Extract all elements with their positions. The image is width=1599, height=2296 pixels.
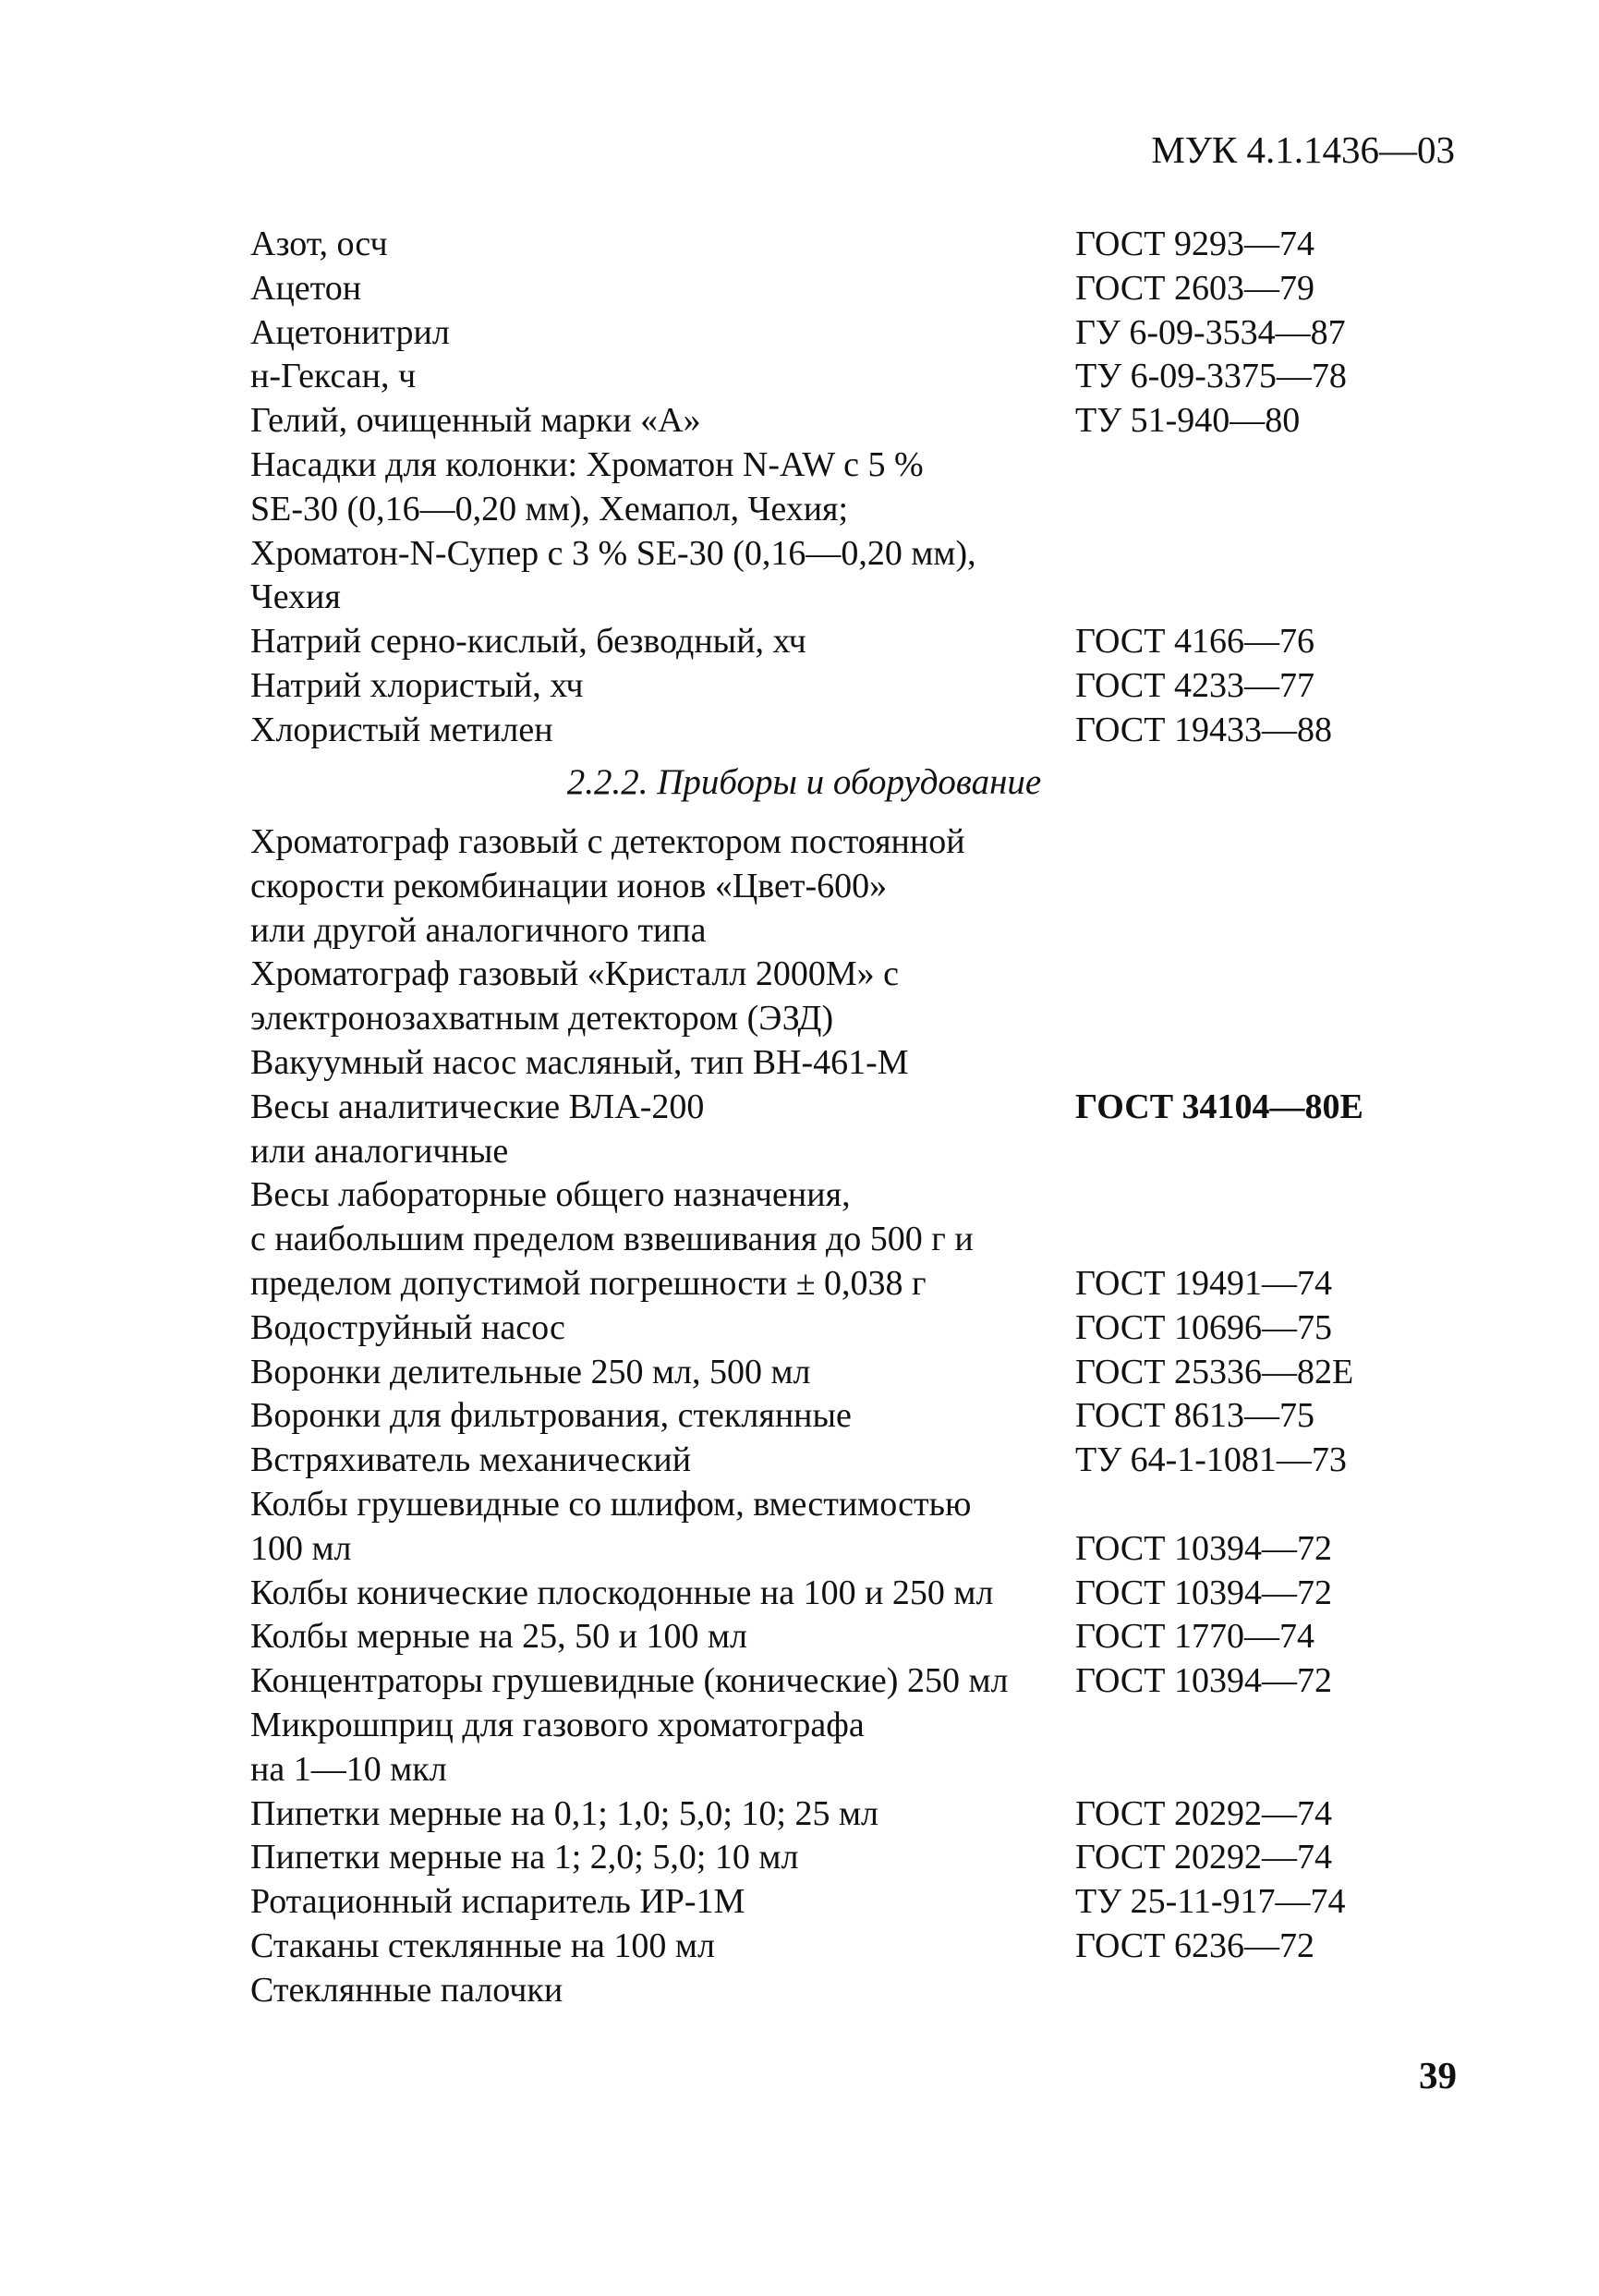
list-item <box>250 1130 1451 1174</box>
item-name: Концентраторы грушевидные (конические) 250 мл <box>250 1661 1009 1701</box>
list-item <box>250 1792 1451 1837</box>
item-standard: ГОСТ 4233—77 <box>1075 665 1314 705</box>
item-standard: ГОСТ 9293—74 <box>1075 225 1314 263</box>
item-standard: ГОСТ 4166—76 <box>1075 622 1314 662</box>
reagents-list <box>250 223 1451 753</box>
item-standard: ГОСТ 10394—72 <box>1075 1661 1332 1701</box>
item-standard: ГУ 6-09-3534—87 <box>1075 312 1346 352</box>
list-item <box>250 1527 1451 1572</box>
item-name: Воронки для фильтрования, стеклянные <box>250 1396 852 1436</box>
item-standard: ТУ 25-11-917—74 <box>1075 1882 1346 1922</box>
item-name: Вакуумный насос масляный, тип ВН-461-М <box>250 1042 909 1082</box>
item-standard: ГОСТ 10394—72 <box>1075 1528 1332 1568</box>
list-item <box>250 1173 1451 1218</box>
item-name: Стеклянные палочки <box>250 1970 563 2010</box>
item-name: Хроматограф газовый «Кристалл 2000М» с <box>250 954 900 994</box>
list-item <box>250 1351 1451 1395</box>
item-name: 100 мл <box>250 1528 352 1568</box>
list-item <box>250 1041 1451 1086</box>
item-name: Пипетки мерные на 1; 2,0; 5,0; 10 мл <box>250 1838 799 1877</box>
item-standard: ГОСТ 1770—74 <box>1075 1617 1314 1657</box>
list-item <box>250 1086 1451 1130</box>
item-standard: ГОСТ 25336—82Е <box>1075 1352 1354 1391</box>
list-item <box>250 223 1451 267</box>
item-name: скорости рекомбинации ионов «Цвет-600» <box>250 866 888 905</box>
list-item <box>250 1572 1451 1616</box>
list-item <box>250 311 1451 356</box>
list-item <box>250 664 1451 709</box>
list-item <box>250 953 1451 997</box>
list-item <box>250 1704 1451 1748</box>
item-name: Стаканы стеклянные на 100 мл <box>250 1925 715 1965</box>
list-item <box>250 1394 1451 1439</box>
item-standard: ГОСТ 10394—72 <box>1075 1573 1332 1612</box>
item-name: Натрий серно-кислый, безводный, хч <box>250 622 806 662</box>
item-name: пределом допустимой погрешности ± 0,038 г <box>250 1263 927 1303</box>
list-item <box>250 1836 1451 1880</box>
list-item <box>250 1262 1451 1306</box>
page-number: 39 <box>1419 2054 1457 2096</box>
item-standard: ГОСТ 19433—88 <box>1075 710 1332 749</box>
list-item <box>250 1306 1451 1351</box>
document-code: МУК 4.1.1436—03 <box>1151 128 1455 171</box>
item-name: Хроматограф газовый с детектором постоянной <box>250 822 965 861</box>
list-item <box>250 355 1451 399</box>
item-standard: ГОСТ 10696—75 <box>1075 1307 1332 1347</box>
item-standard: ГОСТ 6236—72 <box>1075 1925 1314 1965</box>
list-item <box>250 620 1451 664</box>
list-item <box>250 1925 1451 1969</box>
list-item <box>250 1880 1451 1925</box>
list-item <box>250 1615 1451 1659</box>
list-item <box>250 488 1451 532</box>
item-name: н-Гексан, ч <box>250 357 417 396</box>
item-name: Азот, осч <box>250 225 388 263</box>
list-item <box>250 1483 1451 1527</box>
item-name: Колбы грушевидные со шлифом, вместимостью <box>250 1484 972 1524</box>
item-name: Пипетки мерные на 0,1; 1,0; 5,0; 10; 25 мл <box>250 1793 878 1833</box>
item-name: Насадки для колонки: Хроматон N-AW с 5 % <box>250 444 924 484</box>
item-name: Весы лабораторные общего назначения, <box>250 1175 851 1215</box>
list-item <box>250 865 1451 909</box>
item-name: Ротационный испаритель ИР-1М <box>250 1882 745 1922</box>
item-name: или аналогичные <box>250 1131 509 1171</box>
item-name: Хлористый метилен <box>250 710 553 749</box>
list-item <box>250 399 1451 443</box>
item-name: Весы аналитические ВЛА-200 <box>250 1087 705 1126</box>
item-name: Ацетон <box>250 268 362 308</box>
item-name: Микрошприц для газового хроматографа <box>250 1705 865 1744</box>
item-name: с наибольшим пределом взвешивания до 500 г и <box>250 1220 974 1259</box>
item-standard: ГОСТ 20292—74 <box>1075 1838 1332 1877</box>
list-item <box>250 532 1451 577</box>
list-item <box>250 576 1451 620</box>
list-item <box>250 997 1451 1041</box>
item-name: Воронки делительные 250 мл, 500 мл <box>250 1352 811 1391</box>
list-item <box>250 1748 1451 1792</box>
item-standard: ТУ 6-09-3375—78 <box>1075 357 1347 396</box>
item-name: электронозахватным детектором (ЭЗД) <box>250 999 834 1039</box>
item-name: Колбы конические плоскодонные на 100 и 250 мл <box>250 1573 994 1612</box>
item-standard: ГОСТ 8613—75 <box>1075 1396 1314 1436</box>
list-item <box>250 1659 1451 1704</box>
item-name: или другой аналогичного типа <box>250 910 707 950</box>
item-name: Ацетонитрил <box>250 312 450 352</box>
list-item <box>250 267 1451 311</box>
list-item <box>250 820 1451 865</box>
list-item <box>250 909 1451 954</box>
list-item <box>250 1439 1451 1483</box>
item-name: Чехия <box>250 577 341 617</box>
item-standard: ГОСТ 2603—79 <box>1075 268 1314 308</box>
item-standard: ГОСТ 34104—80Е <box>1075 1087 1363 1126</box>
item-standard: ТУ 64-1-1081—73 <box>1075 1440 1347 1480</box>
item-name: на 1—10 мкл <box>250 1749 447 1789</box>
list-item <box>250 1218 1451 1262</box>
item-name: Хроматон-N-Супер с 3 % SE-30 (0,16—0,20 мм), <box>250 533 976 573</box>
list-item <box>250 709 1451 753</box>
item-name: Водоструйный насос <box>250 1307 565 1347</box>
item-standard: ГОСТ 19491—74 <box>1075 1263 1332 1303</box>
item-name: Колбы мерные на 25, 50 и 100 мл <box>250 1617 747 1657</box>
item-name: Встряхиватель механический <box>250 1440 692 1480</box>
list-item <box>250 443 1451 488</box>
section-heading: 2.2.2. Приборы и оборудование <box>566 762 1042 802</box>
item-name: SE-30 (0,16—0,20 мм), Хемапол, Чехия; <box>250 489 849 528</box>
item-name: Натрий хлористый, хч <box>250 665 584 705</box>
item-standard: ГОСТ 20292—74 <box>1075 1793 1332 1833</box>
item-standard: ТУ 51-940—80 <box>1075 401 1301 441</box>
equipment-list <box>250 820 1451 2013</box>
item-name: Гелий, очищенный марки «А» <box>250 401 701 441</box>
list-item <box>250 1969 1451 2013</box>
